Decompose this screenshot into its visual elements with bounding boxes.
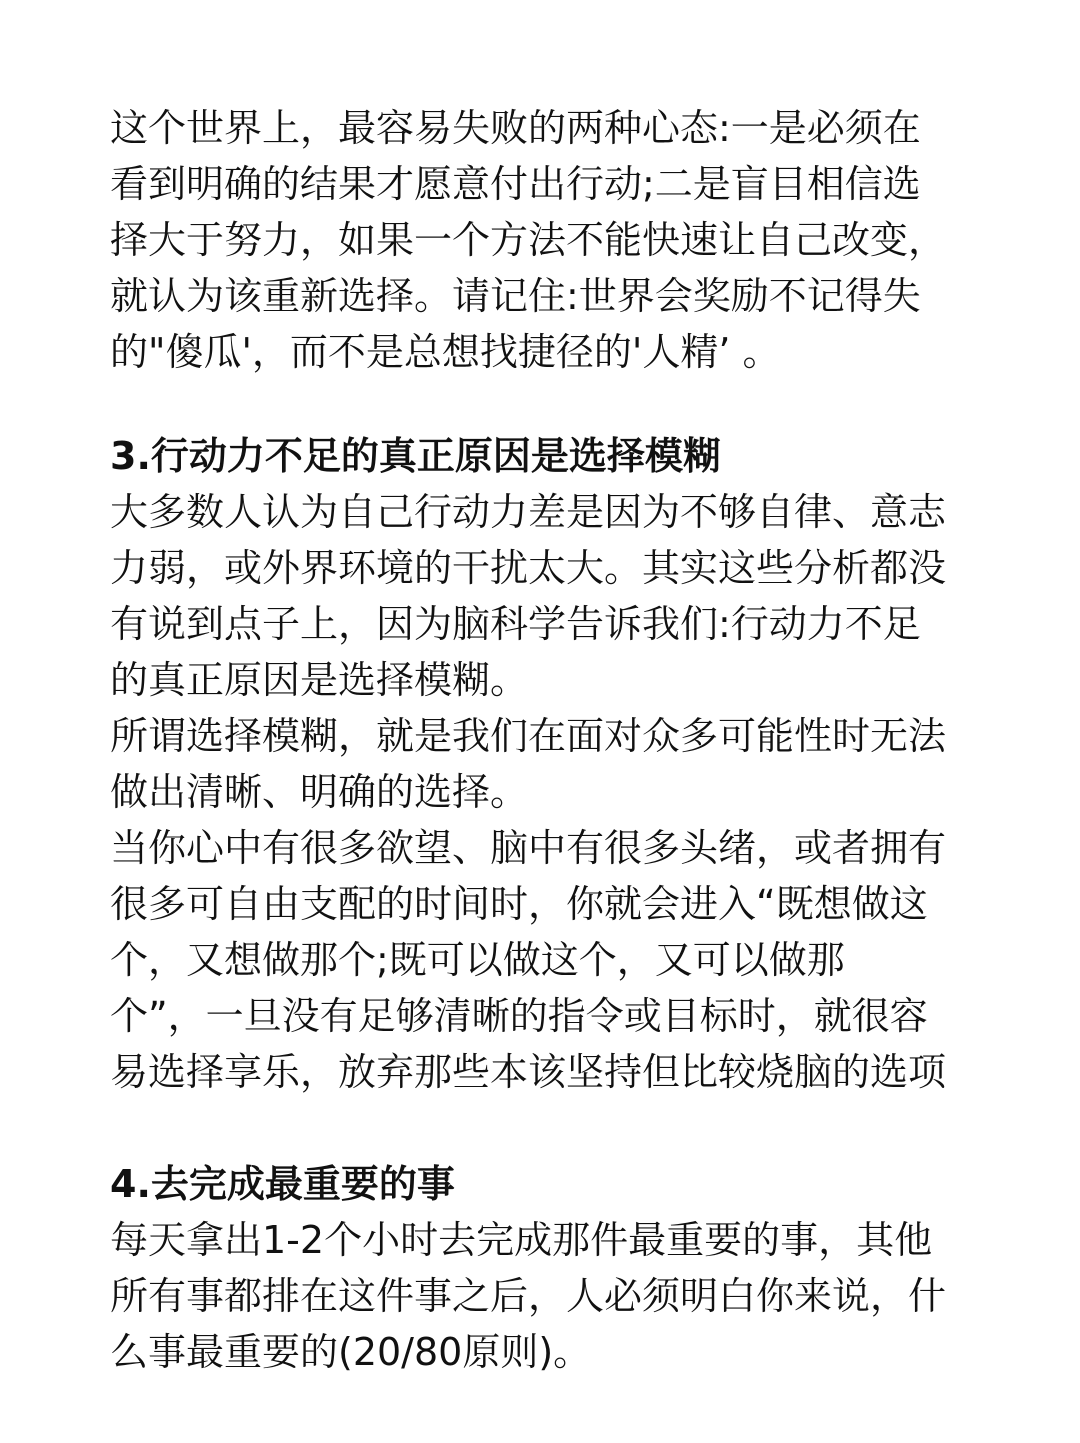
article (110, 100, 980, 1380)
intro-line: 的"傻瓜'，而不是总想找捷径的'人精’ 。 (110, 330, 781, 374)
section-3 (110, 428, 980, 1100)
section-3-line: 易选择享乐，放弃那些本该坚持但比较烧脑的选项 (110, 1050, 947, 1094)
section-4-line: 么事最重要的(20/80原则)。 (110, 1330, 592, 1374)
section-3-line: 个，又想做那个;既可以做这个，又可以做那 (110, 938, 845, 982)
section-3-line: 做出清晰、明确的选择。 (110, 770, 529, 814)
section-3-line: 力弱，或外界环境的干扰太大。其实这些分析都没 (110, 546, 947, 590)
intro-line: 这个世界上，最容易失败的两种心态:一是必须在 (110, 106, 921, 150)
section-4-heading: 4.去完成最重要的事 (110, 1162, 455, 1206)
section-4-line: 所有事都排在这件事之后，人必须明白你来说，什 (110, 1274, 947, 1318)
section-3-line: 个”，一旦没有足够清晰的指令或目标时，就很容 (110, 994, 928, 1038)
section-3-line: 很多可自由支配的时间时，你就会进入“既想做这 (110, 882, 928, 926)
intro-paragraph (110, 100, 980, 380)
spacer (110, 1100, 980, 1156)
section-3-line: 有说到点子上，因为脑科学告诉我们:行动力不足 (110, 602, 921, 646)
intro-line: 就认为该重新选择。请记住:世界会奖励不记得失 (110, 274, 921, 318)
section-3-line: 大多数人认为自己行动力差是因为不够自律、意志 (110, 490, 947, 534)
section-3-line: 的真正原因是选择模糊。 (110, 658, 529, 702)
spacer (110, 380, 980, 428)
intro-line: 看到明确的结果才愿意付出行动;二是盲目相信选 (110, 162, 921, 206)
section-3-line: 所谓选择模糊，就是我们在面对众多可能性时无法 (110, 714, 947, 758)
section-3-heading: 3.行动力不足的真正原因是选择模糊 (110, 434, 721, 478)
section-4-line: 每天拿出1-2个小时去完成那件最重要的事，其他 (110, 1218, 933, 1262)
section-4 (110, 1156, 980, 1380)
section-3-line: 当你心中有很多欲望、脑中有很多头绪，或者拥有 (110, 826, 947, 870)
intro-line: 择大于努力，如果一个方法不能快速让自己改变， (110, 218, 947, 262)
